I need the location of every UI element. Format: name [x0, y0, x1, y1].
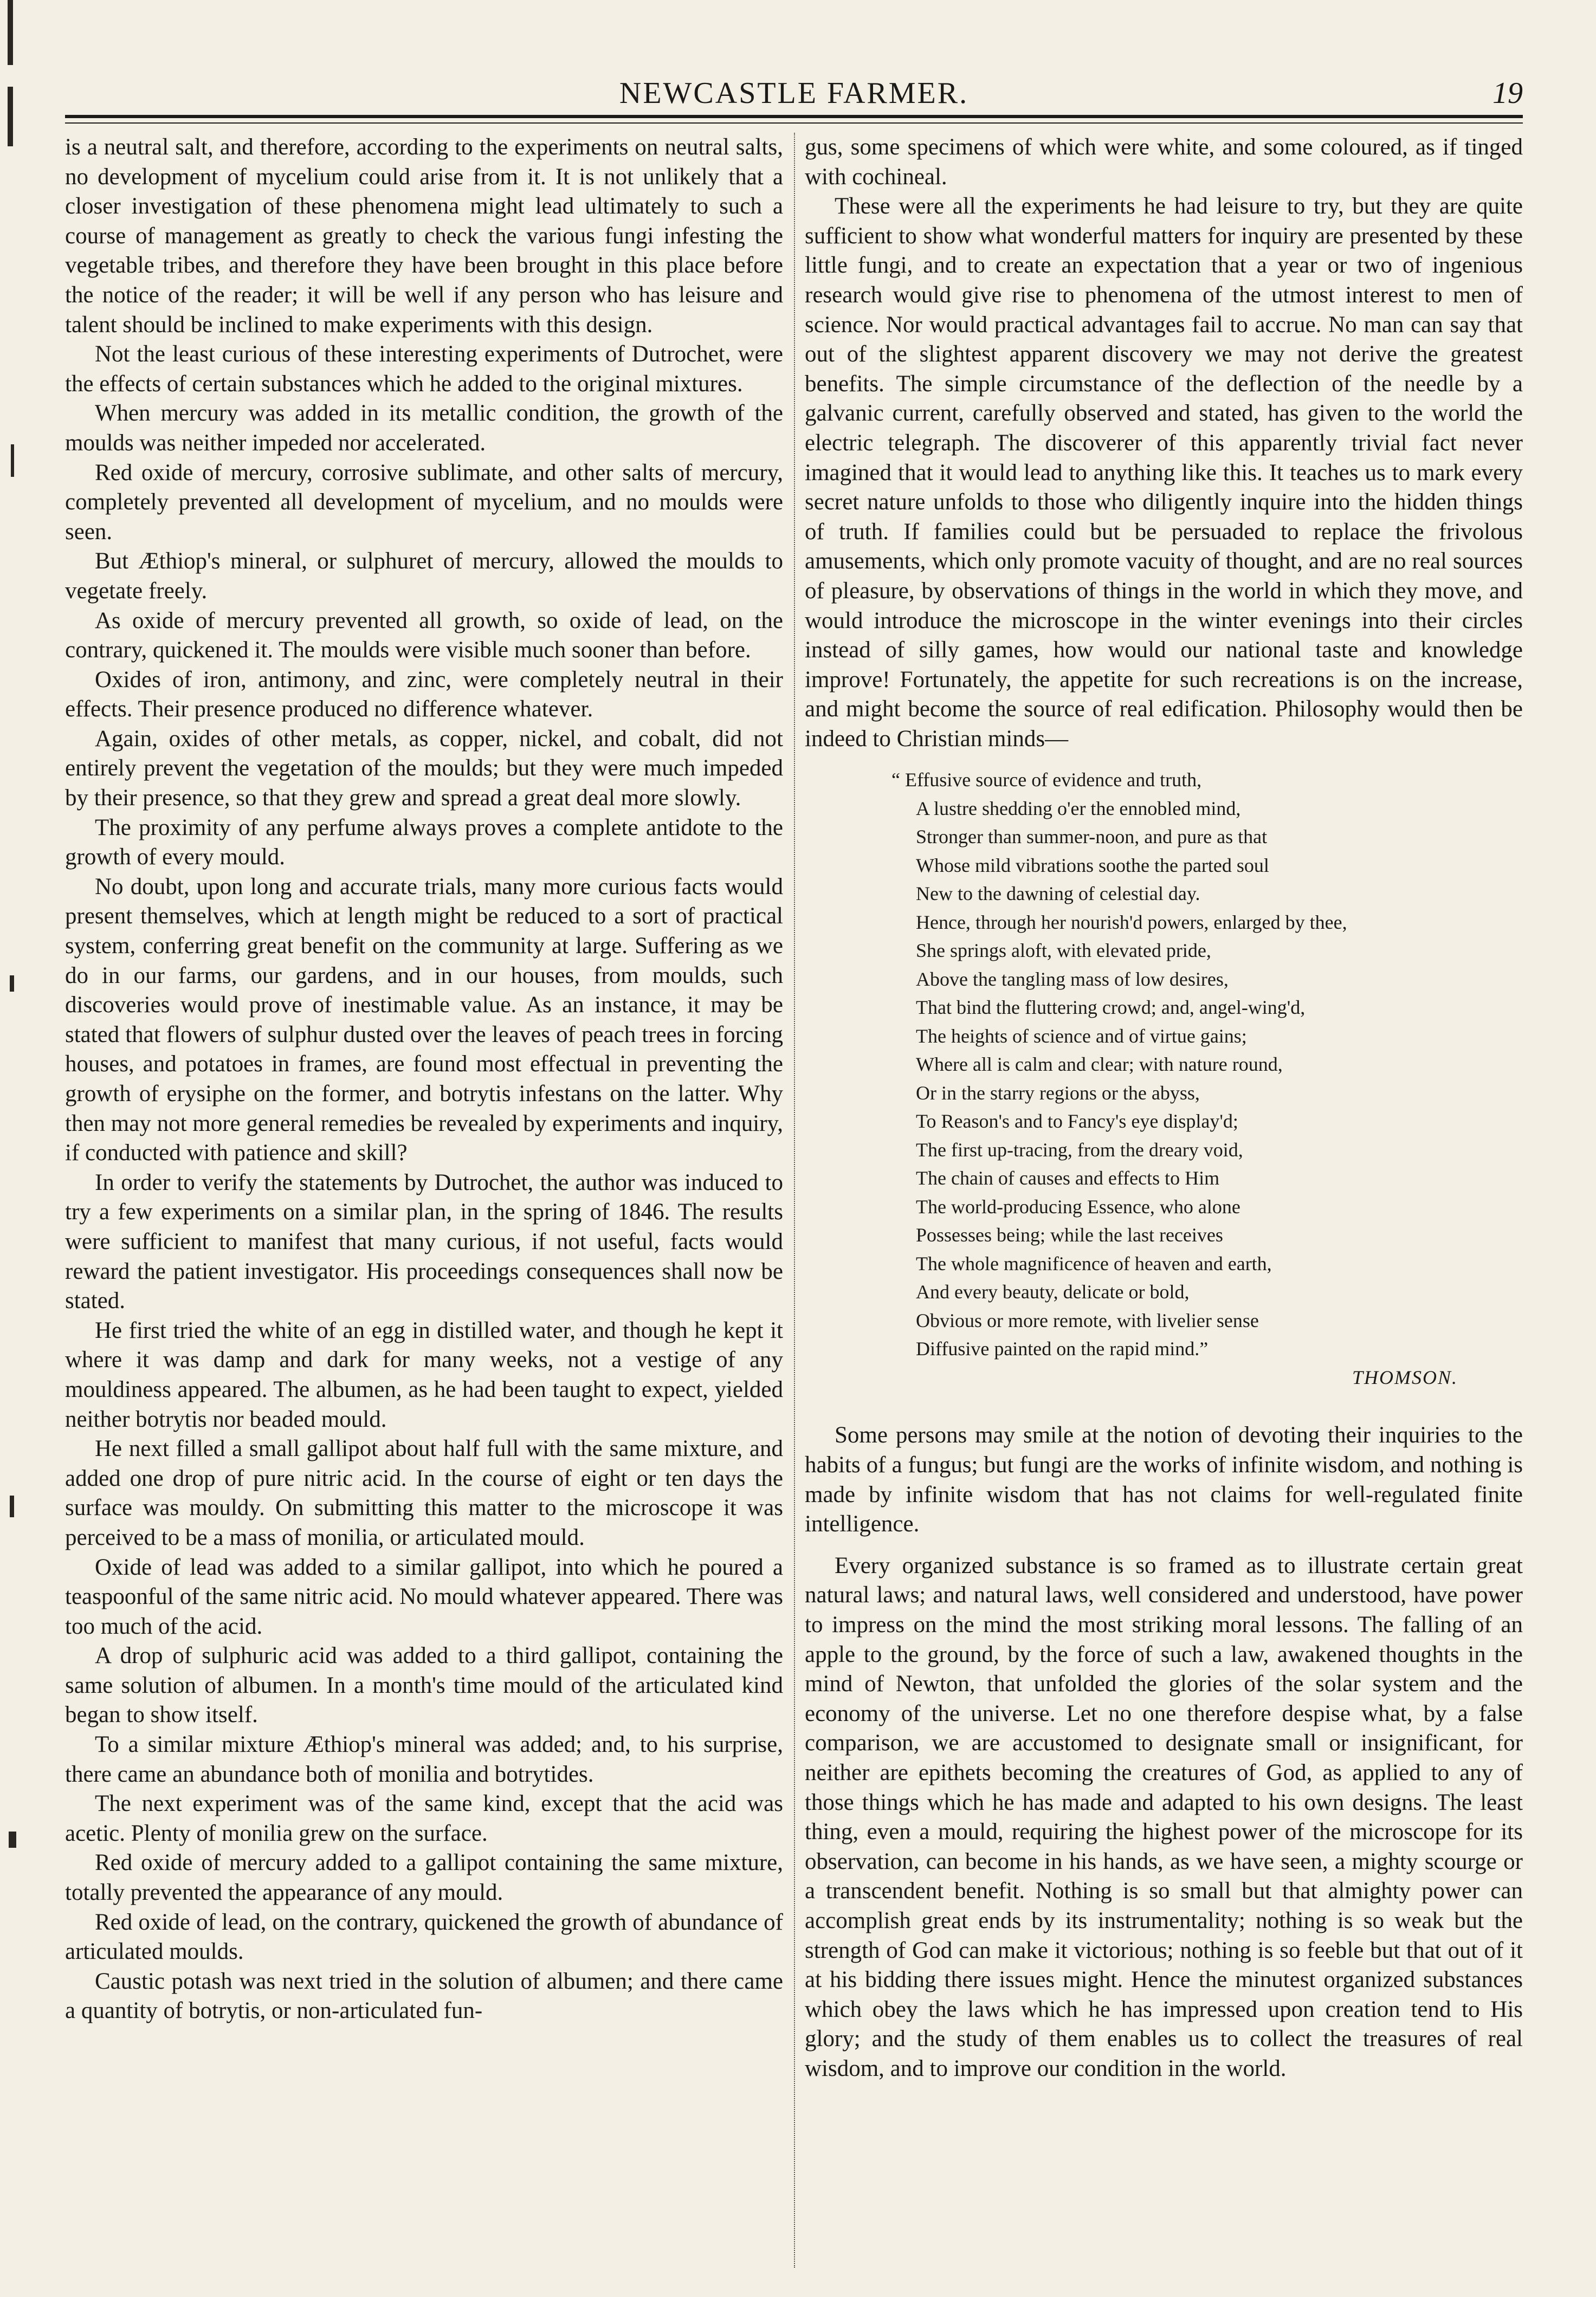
poem-quotation: [805, 766, 1523, 1392]
paragraph: Some persons may smile at the notion of devoting their inquiries to the habits of a fungus; but fungi are the works of infinite wisdom, and nothing is made by infinite wisdom that has not claims for well-regulated finite intelligence.: [805, 1422, 1523, 1537]
poem-line: The heights of science and of virtue gains;: [916, 1025, 1247, 1047]
spacer: [805, 1399, 1523, 1421]
paragraph: He next filled a small gallipot about half full with the same mixture, and added one drop of pure nitric acid. In the course of eight or ten days the surface was mouldy. On submitting this matter to the microscope it was perceived to be a mass of monilia, or articulated mould.: [65, 1436, 783, 1550]
paragraph: These were all the experiments he had leisure to try, but they are quite sufficient to show what wonderful matters for inquiry are presented by these little fungi, and to create an expectation that a year or two of ingenious research would give rise to phenomena of the utmost interest to men of science. Nor would practical advantages fail to accrue. No man can say that out of the slightest apparent discovery we may not derive the greatest benefits. The simple circumstance of the deflection of the needle by a galvanic current, carefully observed and stated, has given to the world the electric telegraph. The discoverer of this apparently trivial fact never imagined that it would lead to anything like this. It teaches us to mark every secret nature unfolds to those who diligently inquire into the hidden things of truth. If families could but be persuaded to replace the frivolous amusements, which only promote vacuity of thought, and are no real sources of pleasure, by observations of things in the world in which they move, and would introduce the microscope in the winter evenings into their circles instead of silly games, how would our national taste and knowledge improve! Fortunately, the appetite for such recreations is on the increase, and might become the source of real edification. Philosophy would then be indeed to Christian minds—: [805, 193, 1523, 752]
poem-line: The world-producing Essence, who alone: [916, 1195, 1240, 1218]
margin-mark: [9, 1832, 16, 1848]
poem-line: She springs aloft, with elevated pride,: [916, 940, 1211, 962]
paragraph: Oxide of lead was added to a similar gallipot, into which he poured a teaspoonful of the same nitric acid. No mould whatever appeared. There was too much of the acid.: [65, 1554, 783, 1639]
poem-line: Whose mild vibrations soothe the parted soul: [916, 854, 1269, 876]
poem-line: That bind the fluttering crowd; and, angel-wing'd,: [916, 997, 1306, 1019]
poem-line: Diffusive painted on the rapid mind.”: [916, 1338, 1209, 1360]
paragraph: Oxides of iron, antimony, and zinc, were completely neutral in their effects. Their presence produced no difference whatever.: [65, 667, 783, 722]
publication-title: NEWCASTLE FARMER.: [619, 76, 969, 110]
paragraph: He first tried the white of an egg in distilled water, and though he kept it where it was damp and dark for many weeks, not a vestige of any mouldiness appeared. The albumen, as he had been taught to expect, yielded neither botrytis nor beaded mould.: [65, 1317, 783, 1432]
poem-line: New to the dawning of celestial day.: [916, 883, 1200, 905]
paragraph: The next experiment was of the same kind, except that the acid was acetic. Plenty of monilia grew on the surface.: [65, 1791, 783, 1846]
paragraph: Red oxide of mercury, corrosive sublimate, and other salts of mercury, completely prevented all development of mycelium, and no moulds were seen.: [65, 460, 783, 545]
poem-line: To Reason's and to Fancy's eye display'd;: [916, 1110, 1238, 1133]
header-rule: [65, 115, 1523, 124]
paragraph: No doubt, upon long and accurate trials, many more curious facts would present themselves, which at length might be reduced to a sort of practical system, conferring great benefit on the community at large. Suffering as we do in our farms, our gardens, and in our houses, from moulds, such discoveries would prove of inestimable value. As an instance, it may be stated that flowers of sulphur dusted over the leaves of peach trees in forcing houses, and potatoes in frames, are found most effectual in preventing the growth of erysiphe on the former, and botrytis infestans on the latter. Why then may not more general remedies be revealed by experiments and inquiry, if conducted with patience and skill?: [65, 873, 783, 1166]
margin-mark: [8, 0, 13, 65]
paragraph: But Æthiop's mineral, or sulphuret of mercury, allowed the moulds to vegetate freely.: [65, 548, 783, 604]
paragraph: The proximity of any perfume always proves a complete antidote to the growth of every mould.: [65, 814, 783, 870]
paragraph: In order to verify the statements by Dutrochet, the author was induced to try a few experiments on a similar plan, in the spring of 1846. The results were sufficient to manifest that many curious, if not useful, facts would reward the patient investigator. His proceedings consequences shall now be stated.: [65, 1169, 783, 1314]
paragraph: Red oxide of mercury added to a gallipot containing the same mixture, totally prevented the appearance of any mould.: [65, 1850, 783, 1906]
poem-line: Or in the starry regions or the abyss,: [916, 1082, 1200, 1104]
margin-mark: [11, 444, 14, 477]
left-column: [65, 133, 783, 2273]
paragraph: Not the least curious of these interesting experiments of Dutrochet, were the effects of certain substances which he added to the original mixtures.: [65, 341, 783, 397]
poem-line: Possesses being; while the last receives: [916, 1224, 1223, 1246]
poem-line: Obvious or more remote, with livelier sense: [916, 1309, 1259, 1331]
poem-author: THOMSON.: [1352, 1366, 1458, 1388]
poem-line: Where all is calm and clear; with nature round,: [916, 1053, 1283, 1076]
right-column: [805, 133, 1523, 2273]
margin-mark: [10, 975, 14, 992]
poem-line: A lustre shedding o'er the ennobled mind,: [916, 797, 1241, 819]
paragraph: As oxide of mercury prevented all growth, so oxide of lead, on the contrary, quickened it. The moulds were visible much sooner than before.: [65, 607, 783, 663]
poem-line: “ Effusive source of evidence and truth,: [891, 769, 1202, 791]
paragraph: gus, some specimens of which were white, and some coloured, as if tinged with cochineal.: [805, 134, 1523, 190]
poem-line: And every beauty, delicate or bold,: [916, 1281, 1190, 1303]
margin-mark: [10, 1496, 14, 1517]
poem-line: The first up-tracing, from the dreary void,: [916, 1138, 1243, 1161]
paragraph: Caustic potash was next tried in the solution of albumen; and there came a quantity of botrytis, or non-articulated fun-: [65, 1968, 783, 2024]
paragraph: Red oxide of lead, on the contrary, quickened the growth of abundance of articulated moulds.: [65, 1909, 783, 1965]
page-number: 19: [1492, 76, 1523, 110]
paragraph: Again, oxides of other metals, as copper, nickel, and cobalt, did not entirely prevent the vegetation of the moulds; but they were much impeded by their presence, so that they grew and spread a great deal more slowly.: [65, 726, 783, 811]
page-header: [65, 76, 1523, 113]
poem-line: The chain of causes and effects to Him: [916, 1167, 1220, 1189]
column-divider: [794, 133, 795, 2268]
poem-line: Above the tangling mass of low desires,: [916, 968, 1229, 990]
paragraph: To a similar mixture Æthiop's mineral was added; and, to his surprise, there came an abundance both of monilia and botrytides.: [65, 1732, 783, 1787]
paragraph: Every organized substance is so framed as to illustrate certain great natural laws; and natural laws, well considered and understood, have power to impress on the mind the most striking moral lessons. The falling of an apple to the ground, by the force of such a law, awakened thoughts in the mind of Newton, that unfolded the glories of the solar system and the economy of the universe. Let no one therefore despise what, by a false comparison, we are accustomed to designate small or insignificant, for neither are epithets becoming the creatures of God, as applied to any of those things which he has made and adapted to his own designs. The least thing, even a mould, requiring the highest power of the microscope for its observation, can become in his hands, as we have seen, a mighty scourge or a transcendent benefit. Nothing is so small but that almighty power can accomplish great ends by its instrumentality; nothing is so weak but the strength of God can make it victorious; nothing is so feeble but that out of it at his bidding there issues might. Hence the minutest organized substances which obey the laws which he has impressed upon creation tend to His glory; and the study of them enables us to collect the treasures of real wisdom, and to improve our condition in the world.: [805, 1552, 1523, 2081]
poem-line: Hence, through her nourish'd powers, enlarged by thee,: [916, 911, 1347, 933]
spacer: [805, 1539, 1523, 1551]
paragraph: When mercury was added in its metallic condition, the growth of the moulds was neither impeded nor accelerated.: [65, 400, 783, 456]
poem-line: The whole magnificence of heaven and earth,: [916, 1252, 1272, 1274]
paragraph: is a neutral salt, and therefore, according to the experiments on neutral salts, no development of mycelium could arise from it. It is not unlikely that a closer investigation of these phenomena might lead ultimately to such a course of management as greatly to check the various fungi infesting the vegetable tribes, and therefore they have been brought in this place before the notice of the reader; it will be well if any person who has leisure and talent should be inclined to make experiments with this design.: [65, 134, 783, 338]
margin-mark: [8, 87, 13, 146]
poem-line: Stronger than summer-noon, and pure as that: [916, 826, 1268, 848]
paragraph: A drop of sulphuric acid was added to a third gallipot, containing the same solution of albumen. In a month's time mould of the articulated kind began to show itself.: [65, 1643, 783, 1728]
scan-margin-marks: [0, 0, 33, 2297]
